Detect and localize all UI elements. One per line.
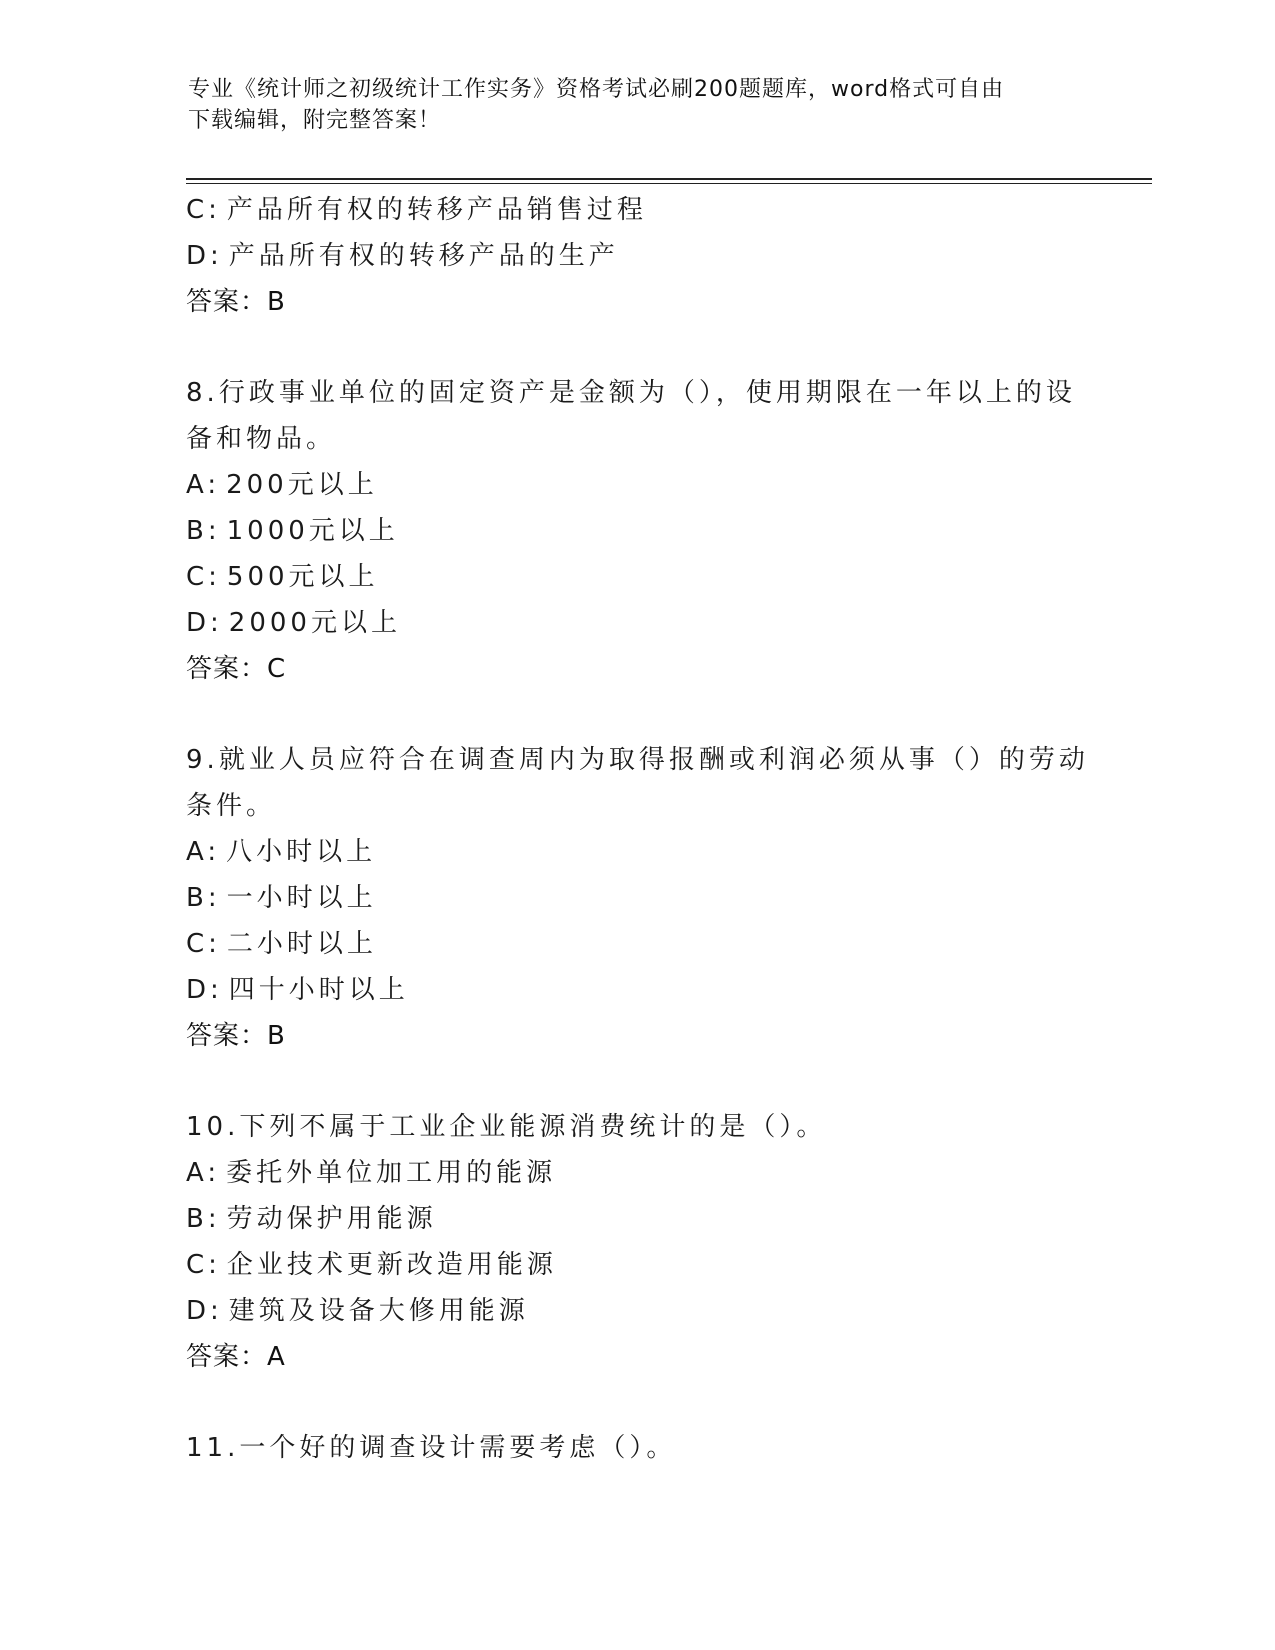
option-text: 委托外单位加工用的能源 [226, 1158, 557, 1188]
question-11-line-1 [186, 1425, 1086, 1471]
option-label: D: [186, 241, 223, 271]
option-text: 一小时以上 [226, 883, 377, 913]
option-label: D: [186, 1296, 223, 1326]
option-d [186, 600, 1086, 646]
option-a [186, 1150, 1086, 1196]
option-label: C: [186, 562, 221, 592]
option-label: A: [186, 1158, 221, 1188]
option-text: 建筑及设备大修用能源 [228, 1296, 529, 1326]
option-a [186, 829, 1086, 875]
question-8-line-2: 备和物品。 [186, 424, 337, 454]
answer-line: 答案：A [186, 1342, 286, 1372]
question-number: 10. [186, 1112, 240, 1142]
option-c [186, 187, 1086, 233]
answer-line: 答案：B [186, 287, 286, 317]
document-header [188, 74, 1068, 136]
answer-line: 答案：C [186, 654, 287, 684]
option-text: 劳动保护用能源 [226, 1204, 437, 1234]
question-text: 一个好的调查设计需要考虑（）。 [239, 1433, 677, 1463]
option-b [186, 875, 1086, 921]
option-label: D: [186, 975, 223, 1005]
question-9-line-1 [186, 737, 1089, 783]
spacer [186, 1380, 1086, 1425]
spacer [186, 1059, 1086, 1104]
question-number: 8. [186, 378, 219, 408]
spacer [186, 692, 1086, 737]
option-text: 产品所有权的转移产品销售过程 [226, 195, 647, 225]
option-a [186, 462, 1086, 508]
header-rule-thick [186, 178, 1152, 180]
option-label: B: [186, 1204, 221, 1234]
question-text: 下列不属于工业企业能源消费统计的是（）。 [239, 1112, 827, 1142]
answer-line: 答案：B [186, 1021, 286, 1051]
option-label: B: [186, 516, 221, 546]
option-text: 八小时以上 [226, 837, 377, 867]
option-label: C: [186, 929, 221, 959]
option-label: D: [186, 608, 223, 638]
option-text: 产品所有权的转移产品的生产 [228, 241, 619, 271]
question-number: 11. [186, 1433, 240, 1463]
option-label: A: [186, 470, 221, 500]
question-content [186, 187, 1089, 1471]
option-text: 500元以上 [226, 562, 379, 592]
option-label: C: [186, 195, 221, 225]
header-rule-thin [186, 183, 1152, 184]
header-line-1: 专业《统计师之初级统计工作实务》资格考试必刷200题题库，word格式可自由 [188, 77, 1005, 102]
option-text: 四十小时以上 [228, 975, 409, 1005]
option-label: B: [186, 883, 221, 913]
option-b [186, 1196, 1086, 1242]
option-d [186, 967, 1086, 1013]
option-text: 200元以上 [226, 470, 378, 500]
question-number: 9. [186, 745, 219, 775]
option-c [186, 1242, 1086, 1288]
question-text: 就业人员应符合在调查周内为取得报酬或利润必须从事（）的劳动 [218, 745, 1089, 775]
option-text: 2000元以上 [228, 608, 401, 638]
option-text: 企业技术更新改造用能源 [226, 1250, 557, 1280]
option-c [186, 921, 1086, 967]
option-text: 1000元以上 [226, 516, 399, 546]
option-d [186, 233, 1086, 279]
question-text: 行政事业单位的固定资产是金额为（），使用期限在一年以上的设 [218, 378, 1076, 408]
option-label: A: [186, 837, 221, 867]
option-b [186, 508, 1086, 554]
question-9-line-2: 条件。 [186, 791, 277, 821]
header-line-2: 下载编辑，附完整答案！ [188, 108, 442, 133]
question-8-line-1 [186, 370, 1086, 416]
question-10-line-1 [186, 1104, 1086, 1150]
spacer [186, 325, 1086, 370]
option-d [186, 1288, 1086, 1334]
option-label: C: [186, 1250, 221, 1280]
option-c [186, 554, 1086, 600]
option-text: 二小时以上 [226, 929, 377, 959]
